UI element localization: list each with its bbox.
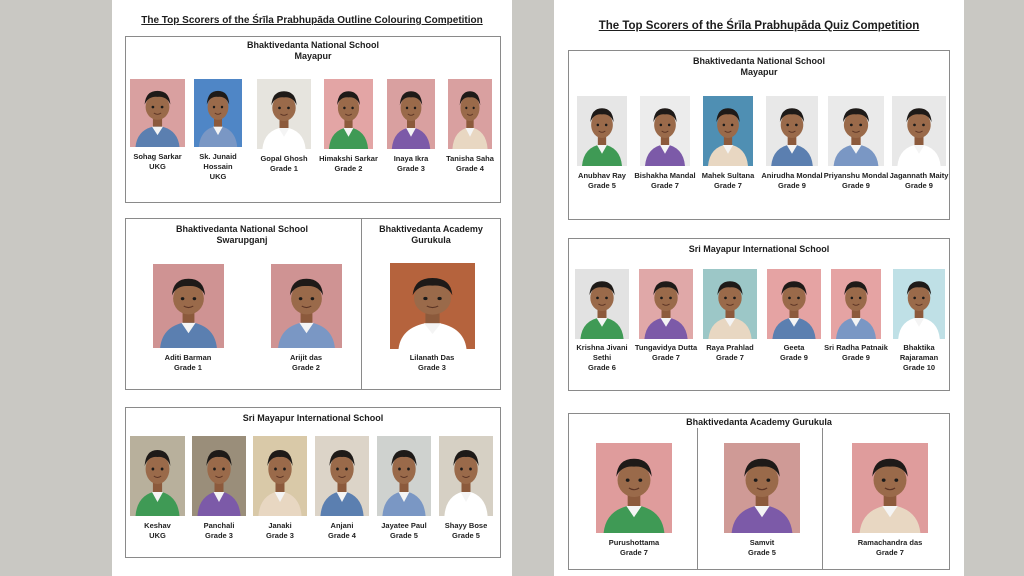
portrait-icon	[253, 436, 307, 516]
student-name: Mahek Sultana	[701, 171, 755, 180]
student-grade: UKG	[149, 531, 166, 540]
student-caption	[823, 171, 889, 191]
student-name: Himakshi Sarkar	[319, 154, 378, 163]
student-grade: UKG	[149, 162, 166, 171]
student-grade: Grade 1	[174, 363, 202, 372]
student-photo	[893, 269, 945, 339]
portrait-icon	[724, 443, 800, 533]
box-heading	[126, 40, 500, 62]
student-grade: Grade 5	[588, 181, 616, 190]
student-grade: Grade 5	[748, 548, 776, 557]
student-photo	[577, 96, 627, 166]
student-caption	[249, 521, 311, 541]
student-name: Sohag Sarkar	[133, 152, 182, 161]
student-caption	[761, 171, 823, 191]
student-caption	[697, 171, 759, 191]
student-photo	[153, 264, 224, 348]
box-heading	[126, 413, 500, 424]
school-name: Bhaktivedanta National School	[175, 224, 309, 234]
portrait-icon	[324, 79, 373, 149]
quiz-competition-title: The Top Scorers of the Śrīla Prabhupāda Quiz Competition	[598, 20, 920, 32]
student-photo	[257, 79, 311, 149]
portrait-icon	[130, 79, 185, 147]
student-caption	[371, 521, 437, 541]
swarupganj-gurukula-colouring-box	[125, 218, 501, 390]
campus-name: Swarupganj	[216, 235, 268, 245]
student-name: Bhaktika Rajaraman	[899, 343, 939, 362]
student-caption	[261, 353, 351, 373]
student-photo	[324, 79, 373, 149]
student-caption	[887, 171, 951, 191]
divider	[697, 428, 698, 569]
student-photo	[767, 269, 821, 339]
student-grade: Grade 7	[651, 181, 679, 190]
campus-name: Gurukula	[411, 235, 451, 245]
student-name: Inaya Ikra	[393, 154, 429, 163]
student-name: Ramachandra das	[857, 538, 923, 547]
student-caption	[126, 521, 189, 541]
student-photo	[575, 269, 629, 339]
student-caption	[579, 538, 689, 558]
colouring-competition-title: The Top Scorers of the Śrīla Prabhupāda Outline Colouring Competition	[141, 15, 483, 26]
box-heading	[569, 417, 949, 428]
student-caption	[885, 343, 953, 373]
student-photo	[639, 269, 693, 339]
student-grade: Grade 3	[418, 363, 446, 372]
portrait-icon	[640, 96, 690, 166]
student-name: Keshav	[144, 521, 171, 530]
student-name: Sri Radha Patnaik	[824, 343, 888, 352]
student-name: Purushottama	[608, 538, 660, 547]
student-grade: Grade 7	[714, 181, 742, 190]
student-caption	[707, 538, 817, 558]
student-grade: Grade 3	[266, 531, 294, 540]
portrait-icon	[852, 443, 928, 533]
student-name: Panchali	[203, 521, 235, 530]
student-photo	[852, 443, 928, 533]
student-photo	[703, 269, 757, 339]
box-heading	[362, 224, 500, 246]
portrait-icon	[271, 264, 342, 348]
student-grade: Grade 6	[588, 363, 616, 372]
portrait-icon	[390, 263, 475, 349]
school-name: Bhaktivedanta National School	[246, 40, 380, 50]
student-photo	[130, 436, 185, 516]
student-caption	[833, 538, 947, 558]
student-caption	[188, 152, 248, 182]
gurukula-quiz-box	[568, 413, 950, 570]
student-grade: UKG	[209, 172, 227, 181]
portrait-icon	[892, 96, 946, 166]
student-caption	[318, 154, 379, 174]
portrait-icon	[130, 436, 185, 516]
student-photo	[192, 436, 246, 516]
student-grade: Grade 2	[292, 363, 320, 372]
box-heading	[126, 224, 358, 246]
portrait-icon	[194, 79, 242, 147]
student-name: Tungavidya Dutta	[634, 343, 698, 352]
bns-mayapur-quiz-box	[568, 50, 950, 220]
student-grade: Grade 4	[456, 164, 484, 173]
student-photo	[439, 436, 493, 516]
portrait-icon	[766, 96, 818, 166]
student-name: Sk. Junaid Hossain	[199, 152, 237, 171]
right-page	[554, 0, 964, 576]
student-grade: Grade 10	[902, 363, 936, 372]
student-name: Raya Prahlad	[706, 343, 754, 352]
student-name: Lilanath Das	[409, 353, 455, 362]
student-photo	[448, 79, 492, 149]
box-heading	[569, 56, 949, 78]
smis-quiz-box	[568, 238, 950, 391]
school-name: Sri Mayapur International School	[242, 413, 384, 423]
student-grade: Grade 3	[205, 531, 233, 540]
school-name: Bhaktivedanta Academy Gurukula	[686, 417, 832, 427]
student-grade: Grade 7	[652, 353, 680, 362]
student-photo	[596, 443, 672, 533]
student-caption	[382, 353, 482, 373]
student-caption	[442, 154, 498, 174]
student-caption	[761, 343, 827, 363]
student-photo	[387, 79, 435, 149]
student-name: Jayatee Paul	[381, 521, 427, 530]
student-grade: Grade 1	[270, 164, 298, 173]
student-caption	[143, 353, 233, 373]
student-caption	[250, 154, 318, 174]
school-name: Bhaktivedanta National School	[692, 56, 826, 66]
portrait-icon	[192, 436, 246, 516]
student-photo	[892, 96, 946, 166]
student-name: Shayy Bose	[444, 521, 488, 530]
student-grade: Grade 9	[842, 353, 870, 362]
student-grade: Grade 4	[328, 531, 356, 540]
campus-name: Mayapur	[740, 67, 778, 77]
school-name: Sri Mayapur International School	[688, 244, 830, 254]
box-heading	[569, 244, 949, 255]
portrait-icon	[703, 269, 757, 339]
smis-colouring-box	[125, 407, 501, 558]
student-photo	[271, 264, 342, 348]
student-photo	[390, 263, 475, 349]
student-grade: Grade 2	[334, 164, 363, 173]
portrait-icon	[577, 96, 627, 166]
student-caption	[633, 343, 699, 363]
portrait-icon	[639, 269, 693, 339]
portrait-icon	[448, 79, 492, 149]
student-grade: Grade 7	[716, 353, 744, 362]
portrait-icon	[767, 269, 821, 339]
student-grade: Grade 9	[842, 181, 870, 190]
left-page	[112, 0, 512, 576]
student-name: Janaki	[268, 521, 292, 530]
portrait-icon	[153, 264, 224, 348]
campus-name: Mayapur	[294, 51, 332, 61]
student-photo	[640, 96, 690, 166]
student-photo	[703, 96, 753, 166]
student-name: Gopal Ghosh	[260, 154, 308, 163]
divider	[822, 428, 823, 569]
student-name: Bishakha Mandal	[634, 171, 696, 180]
student-photo	[724, 443, 800, 533]
student-caption	[697, 343, 763, 363]
student-name: Priyanshu Mondal	[823, 171, 889, 180]
student-name: Anirudha Mondal	[761, 171, 823, 180]
portrait-icon	[703, 96, 753, 166]
portrait-icon	[575, 269, 629, 339]
student-grade: Grade 9	[778, 181, 806, 190]
student-photo	[130, 79, 185, 147]
student-name: Krishna Jivani Sethi	[576, 343, 628, 362]
portrait-icon	[893, 269, 945, 339]
portrait-icon	[377, 436, 431, 516]
portrait-icon	[387, 79, 435, 149]
school-name: Bhaktivedanta Academy	[379, 224, 483, 234]
student-grade: Grade 9	[905, 181, 933, 190]
student-caption	[311, 521, 373, 541]
portrait-icon	[831, 269, 881, 339]
portrait-icon	[439, 436, 493, 516]
student-caption	[634, 171, 696, 191]
student-name: Anubhav Ray	[578, 171, 626, 180]
student-photo	[766, 96, 818, 166]
student-name: Samvit	[749, 538, 775, 547]
student-grade: Grade 7	[876, 548, 904, 557]
student-photo	[253, 436, 307, 516]
student-caption	[823, 343, 889, 363]
student-name: Aditi Barman	[164, 353, 212, 362]
student-caption	[571, 171, 633, 191]
portrait-icon	[828, 96, 884, 166]
student-photo	[377, 436, 431, 516]
portrait-icon	[596, 443, 672, 533]
portrait-icon	[315, 436, 369, 516]
student-caption	[381, 154, 441, 174]
student-photo	[831, 269, 881, 339]
student-photo	[194, 79, 242, 147]
student-caption	[188, 521, 250, 541]
student-grade: Grade 5	[390, 531, 418, 540]
student-name: Arijit das	[289, 353, 323, 362]
student-grade: Grade 7	[620, 548, 648, 557]
student-name: Geeta	[783, 343, 805, 352]
student-caption	[126, 152, 189, 172]
student-grade: Grade 3	[397, 164, 425, 173]
student-caption	[569, 343, 635, 373]
student-grade: Grade 5	[452, 531, 480, 540]
student-photo	[315, 436, 369, 516]
portrait-icon	[257, 79, 311, 149]
student-name: Tanisha Saha	[446, 154, 494, 163]
student-grade: Grade 9	[780, 353, 808, 362]
student-name: Jagannath Maity	[889, 171, 949, 180]
student-photo	[828, 96, 884, 166]
student-caption	[433, 521, 499, 541]
student-name: Anjani	[330, 521, 354, 530]
bns-mayapur-colouring-box	[125, 36, 501, 203]
